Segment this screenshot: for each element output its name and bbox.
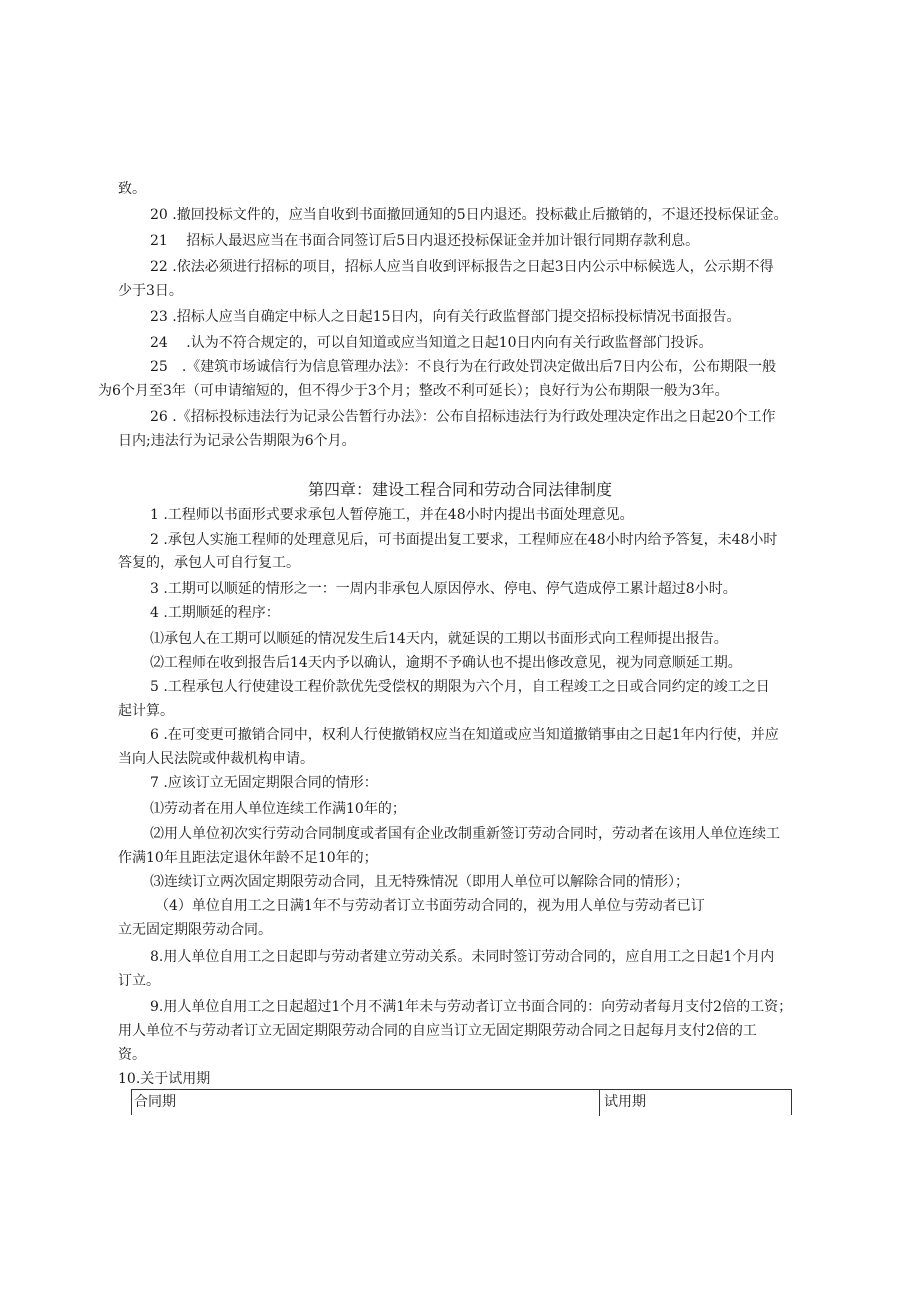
table-header-probation-period: 试用期 — [604, 1094, 646, 1110]
paragraph-line: 20 .撤回投标文件的，应当自收到书面撤回通知的5日内退还。投标截止后撤销的，不退还投标保证金。 — [150, 207, 788, 223]
paragraph-line: 7 .应该订立无固定期限合同的情形： — [150, 775, 378, 791]
probation-table — [131, 1089, 792, 1115]
paragraph-line: 致。 — [118, 181, 146, 197]
table-header-contract-period: 合同期 — [132, 1090, 600, 1116]
paragraph-line: 25 .《建筑市场诚信行为信息管理办法》：不良行为在行政处罚决定做出后7日内公布，公布期限一般 — [150, 359, 777, 375]
paragraph-line: 24 .认为不符合规定的，可以自知道或应当知道之日起10日内向有关行政监督部门投诉。 — [150, 335, 713, 351]
paragraph-line: 4 .工期顺延的程序： — [150, 605, 280, 621]
paragraph-line: ⑴承包人在工期可以顺延的情况发生后14天内，就延误的工期以书面形式向工程师提出报告。 — [150, 631, 728, 647]
paragraph-line: 少于3日。 — [118, 283, 183, 299]
paragraph-line: 订立。 — [118, 973, 160, 989]
paragraph-line: ⑵用人单位初次实行劳动合同制度或者国有企业改制重新签订劳动合同时，劳动者在该用人单位连续工 — [150, 826, 780, 842]
paragraph-line: 日内;违法行为记录公告期限为6个月。 — [118, 433, 356, 449]
paragraph-line: 9.用人单位自用工之日起超过1个月不满1年未与劳动者订立书面合同的：向劳动者每月支付2倍的工资； — [150, 999, 793, 1015]
paragraph-line: 起计算。 — [118, 703, 174, 719]
paragraph-line: 当向人民法院或仲裁机构申请。 — [118, 751, 314, 767]
paragraph-line: 10.关于试用期 — [118, 1071, 211, 1087]
paragraph-line: 8.用人单位自用工之日起即与劳动者建立劳动关系。未同时签订劳动合同的，应自用工之日起1个月内 — [150, 949, 775, 965]
paragraph-line: ⑶连续订立两次固定期限劳动合同，且无特殊情况（即用人单位可以解除合同的情形）； — [150, 874, 689, 890]
paragraph-line: 1 .工程师以书面形式要求承包人暂停施工，并在48小时内提出书面处理意见。 — [150, 507, 634, 523]
paragraph-line: 答复的，承包人可自行复工。 — [118, 555, 300, 571]
paragraph-line: 为6个月至3年（可申请缩短的，但不得少于3个月；整改不利可延长）；良好行为公布期限一般为3年。 — [98, 383, 729, 399]
paragraph-line: 22 .依法必须进行招标的项目，招标人应当自收到评标报告之日起3日内公示中标候选人，公示期不得 — [150, 259, 774, 275]
paragraph-line: 立无固定期限劳动合同。 — [118, 922, 272, 938]
paragraph-line: 21 招标人最迟应当在书面合同签订后5日内退还投标保证金并加计银行同期存款利息。 — [150, 233, 700, 249]
paragraph-line: 资。 — [118, 1047, 146, 1063]
paragraph-line: 26 .《招标投标违法行为记录公告暂行办法》：公布自招标违法行为行政处理决定作出之日起20个工作 — [150, 409, 776, 425]
paragraph-line: ⑴劳动者在用人单位连续工作满10年的； — [150, 801, 406, 817]
paragraph-line: 23 .招标人应当自确定中标人之日起15日内，向有关行政监督部门提交招标投标情况书面报告。 — [150, 309, 741, 325]
paragraph-line: 5 .工程承包人行使建设工程价款优先受偿权的期限为六个月，自工程竣工之日或合同约定的竣工之日 — [150, 679, 770, 695]
paragraph-line: ⑵工程师在收到报告后14天内予以确认，逾期不予确认也不提出修改意见，视为同意顺延工期。 — [150, 655, 742, 671]
paragraph-line: 3 .工期可以顺延的情形之一：一周内非承包人原因停水、停电、停气造成停工累计超过8小时。 — [150, 581, 737, 597]
paragraph-line: （4）单位自用工之日满1年不与劳动者订立书面劳动合同的，视为用人单位与劳动者已订 — [155, 898, 705, 914]
paragraph-line: 2 .承包人实施工程师的处理意见后，可书面提出复工要求，工程师应在48小时内给予答复，未48小时 — [150, 532, 778, 548]
chapter-title: 第四章：建设工程合同和劳动合同法律制度 — [307, 480, 612, 499]
paragraph-line: 用人单位不与劳动者订立无固定期限劳动合同的自应当订立无固定期限劳动合同之日起每月支付2倍的工 — [118, 1023, 757, 1039]
paragraph-line: 作满10年且距法定退休年龄不足10年的； — [118, 850, 378, 866]
paragraph-line: 6 .在可变更可撤销合同中，权利人行使撤销权应当在知道或应当知道撤销事由之日起1年内行使，并应 — [150, 727, 779, 743]
